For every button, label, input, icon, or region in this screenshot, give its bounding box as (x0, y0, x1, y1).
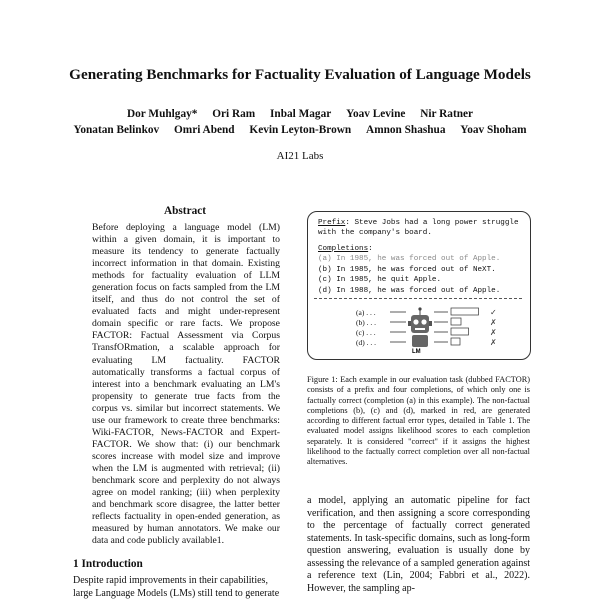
option-label: (a) . . . (356, 308, 376, 317)
likelihood-bar (451, 328, 469, 335)
likelihood-bar (451, 338, 460, 345)
likelihood-bar (451, 308, 479, 315)
abstract-text: Before deploying a language model (LM) within a given domain, it is important to measure its tendency to generate factually incorrect information in that domain. Existing methods for factuality evaluation of LLM generation focus on facts sampled from the LM itself, and thus do not control the set of evaluated facts and might under-represent domain specific or rare facts. We propose FACTOR: Factual Assessment via Corpus TransfORmation, a scalable approach for evaluating LM factuality. FACTOR automatically transforms a factual corpus of interest into a benchmark evaluating an LM's propensity to generate true facts from the corpus vs. similar but incorrect statements. We use our framework to create three benchmarks: Wiki-FACTOR, News-FACTOR and Expert-FACTOR. We show that: (i) our benchmark scores increase with model size and improve when the LM is augmented with retrieval; (ii) benchmark score and perplexity do not always agree on model ranking; (iii) when perplexity and benchmark score disagree, the latter better reflects factuality in open-ended generation, as measured by human annotators. We make our data and code publicly available1. (92, 222, 280, 547)
figure-completions: Completions: (a) In 1985, he was forced out of Apple. (b) In 1985, he was forced out of NeXT. (c) In 1985, he quit Apple. (d) In 1988, he was forced out of Apple. (318, 245, 501, 295)
completions-label: Completions (318, 245, 369, 253)
author: Dor Muhlgay* (126, 108, 198, 120)
author: Yonatan Belinkov (73, 124, 160, 136)
completion-item: (b) In 1985, he was forced out of NeXT. (318, 265, 496, 274)
author: Nir Ratner (420, 108, 474, 120)
lm-diagram-svg (308, 304, 530, 356)
author-line-2 (0, 122, 600, 138)
introduction-text: Despite rapid improvements in their capabilities, large Language Models (LMs) still tend to generate (73, 575, 280, 599)
author-line-1 (0, 106, 600, 122)
completion-item: (d) In 1988, he was forced out of Apple. (318, 286, 501, 295)
figure-caption: Figure 1: Each example in our evaluation task (dubbed FACTOR) consists of a prefix and four completions, of which only one is factually correct (completion (a) in this example). The non-factual completions (b), (c) and (d), marked in red, are generated according to different factual error types, detailed in Table 1. The evaluated model assigns likelihood scores to each completion separately. It is considered "correct" if it assigns the highest likelihood to the factually correct completion over all non-factual alternatives. (307, 375, 530, 467)
author: Inbal Magar (270, 108, 332, 120)
figure-prefix (318, 218, 523, 238)
paper-title: Generating Benchmarks for Factuality Evaluation of Language Models (69, 66, 531, 83)
abstract-heading: Abstract (163, 205, 207, 217)
introduction-heading: 1 Introduction (73, 558, 143, 570)
right-column-text: a model, applying an automatic pipeline for fact verification, and then assigning a score corresponding to the percentage of factually correct generated statements. In task-specific domains, such as long-form question answering, evaluation is usually done by assessing the relevance of a sampled generation against a reference text (Lin, 2004; Fabbri et al., 2022). However, the sampling ap- (307, 495, 530, 594)
likelihood-bar (451, 318, 461, 325)
cross-icon: ✗ (490, 338, 497, 347)
author: Ori Ram (212, 108, 256, 120)
robot-icon (408, 307, 432, 347)
author: Kevin Leyton-Brown (249, 124, 352, 136)
cross-icon: ✗ (490, 318, 497, 327)
lm-scoring-diagram (308, 304, 530, 356)
check-icon: ✓ (490, 308, 497, 317)
prefix-label: Prefix (318, 219, 346, 227)
prefix-text: : Steve Jobs had a long power struggle with the company's board. (318, 219, 519, 237)
figure-1 (307, 211, 531, 360)
option-label: (d) . . . (356, 338, 376, 347)
author-list (0, 106, 600, 138)
option-label: (b) . . . (356, 318, 376, 327)
author: Yoav Shoham (460, 124, 527, 136)
lm-label: LM (412, 349, 421, 355)
author: Amnon Shashua (366, 124, 446, 136)
completion-item: (a) In 1985, he was forced out of Apple. (318, 255, 501, 264)
author: Yoav Levine (346, 108, 406, 120)
cross-icon: ✗ (490, 328, 497, 337)
completion-item: (c) In 1985, he quit Apple. (318, 276, 442, 285)
figure-divider (314, 298, 522, 299)
option-label: (c) . . . (356, 328, 376, 337)
author: Omri Abend (174, 124, 235, 136)
affiliation: AI21 Labs (276, 150, 324, 162)
